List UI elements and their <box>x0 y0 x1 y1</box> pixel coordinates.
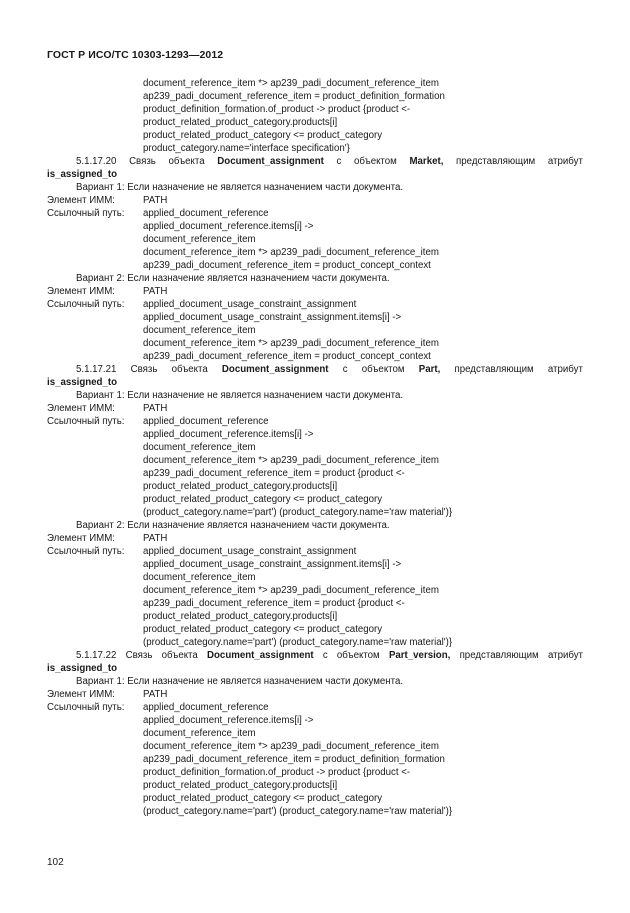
path-line: product_category.name='interface specification'} <box>143 143 350 154</box>
imm-element-row: Элемент ИММ: PATH <box>47 403 168 414</box>
path-line: document_reference_item <box>143 234 256 245</box>
path-line: document_reference_item <box>143 572 256 583</box>
path-line: document_reference_item *> ap239_padi_document_reference_item <box>143 78 439 89</box>
path-line: product_related_product_category <= product_category <box>143 624 383 635</box>
path-line: product_related_product_category.products[i] <box>143 611 338 622</box>
path-line: applied_document_usage_constraint_assignment.items[i] -> <box>143 312 402 323</box>
reference-path-row: Ссылочный путь: applied_document_reference <box>47 416 269 427</box>
variant-text: Вариант 1: Если назначение не является назначением части документа. <box>76 182 404 193</box>
intro-path-block <box>47 77 583 155</box>
path-line: ap239_padi_document_reference_item = product_definition_formation <box>143 754 445 765</box>
attribute-name: is_assigned_to <box>47 663 117 674</box>
path-line: document_reference_item *> ap239_padi_document_reference_item <box>143 741 439 752</box>
path-line: applied_document_reference.items[i] -> <box>143 715 314 726</box>
document-body <box>47 77 583 818</box>
section-heading: 5.1.17.20 Связь объекта Document_assignment с объектом Market, представляющим атрибут <box>76 156 583 167</box>
section-heading: 5.1.17.21 Связь объекта Document_assignment с объектом Part, представляющим атрибут <box>76 364 583 375</box>
path-line: document_reference_item <box>143 442 256 453</box>
path-line: (product_category.name='part') (product_category.name='raw material')} <box>143 637 453 648</box>
path-line: product_related_product_category.products[i] <box>143 780 338 791</box>
document-header: ГОСТ Р ИСО/ТС 10303-1293—2012 <box>47 49 224 61</box>
imm-element-row: Элемент ИММ: PATH <box>47 195 168 206</box>
reference-path-row: Ссылочный путь: applied_document_usage_constraint_assignment <box>47 299 357 310</box>
path-line: document_reference_item *> ap239_padi_document_reference_item <box>143 338 439 349</box>
section-5-1-17-22 <box>47 649 583 818</box>
path-line: applied_document_reference.items[i] -> <box>143 429 314 440</box>
section-5-1-17-21 <box>47 363 583 649</box>
path-line: ap239_padi_document_reference_item = product_definition_formation <box>143 91 445 102</box>
path-line: applied_document_reference.items[i] -> <box>143 221 314 232</box>
path-line: ap239_padi_document_reference_item = product_concept_context <box>143 351 431 362</box>
section-5-1-17-20 <box>47 155 583 363</box>
reference-path-row: Ссылочный путь: applied_document_reference <box>47 702 269 713</box>
path-line: document_reference_item <box>143 728 256 739</box>
section-heading: 5.1.17.22 Связь объекта Document_assignment с объектом Part_version, представляющим атрибут <box>76 650 583 661</box>
attribute-name: is_assigned_to <box>47 169 117 180</box>
reference-path-row: Ссылочный путь: applied_document_reference <box>47 208 269 219</box>
reference-path-row: Ссылочный путь: applied_document_usage_constraint_assignment <box>47 546 357 557</box>
path-line: product_related_product_category <= product_category <box>143 130 383 141</box>
path-line: ap239_padi_document_reference_item = product {product <- <box>143 468 405 479</box>
path-line: product_definition_formation.of_product -> product {product <- <box>143 767 411 778</box>
attribute-name: is_assigned_to <box>47 377 117 388</box>
path-line: product_definition_formation.of_product -> product {product <- <box>143 104 411 115</box>
path-line: document_reference_item *> ap239_padi_document_reference_item <box>143 455 439 466</box>
variant-text: Вариант 1: Если назначение не является назначением части документа. <box>76 676 404 687</box>
path-line: document_reference_item *> ap239_padi_document_reference_item <box>143 585 439 596</box>
path-line: product_related_product_category <= product_category <box>143 793 383 804</box>
path-line: ap239_padi_document_reference_item = product {product <- <box>143 598 405 609</box>
imm-element-row: Элемент ИММ: PATH <box>47 689 168 700</box>
imm-element-row: Элемент ИММ: PATH <box>47 533 168 544</box>
path-line: applied_document_usage_constraint_assignment.items[i] -> <box>143 559 402 570</box>
path-line: ap239_padi_document_reference_item = product_concept_context <box>143 260 431 271</box>
page-number: 102 <box>47 857 64 868</box>
path-line: product_related_product_category <= product_category <box>143 494 383 505</box>
variant-text: Вариант 2: Если назначение является назначением части документа. <box>76 273 390 284</box>
variant-text: Вариант 1: Если назначение не является назначением части документа. <box>76 390 404 401</box>
path-line: product_related_product_category.products[i] <box>143 481 338 492</box>
imm-element-row: Элемент ИММ: PATH <box>47 286 168 297</box>
path-line: document_reference_item <box>143 325 256 336</box>
path-line: product_related_product_category.products[i] <box>143 117 338 128</box>
path-line: (product_category.name='part') (product_category.name='raw material')} <box>143 507 453 518</box>
variant-text: Вариант 2: Если назначение является назначением части документа. <box>76 520 390 531</box>
path-line: document_reference_item *> ap239_padi_document_reference_item <box>143 247 439 258</box>
path-line: (product_category.name='part') (product_category.name='raw material')} <box>143 806 453 817</box>
